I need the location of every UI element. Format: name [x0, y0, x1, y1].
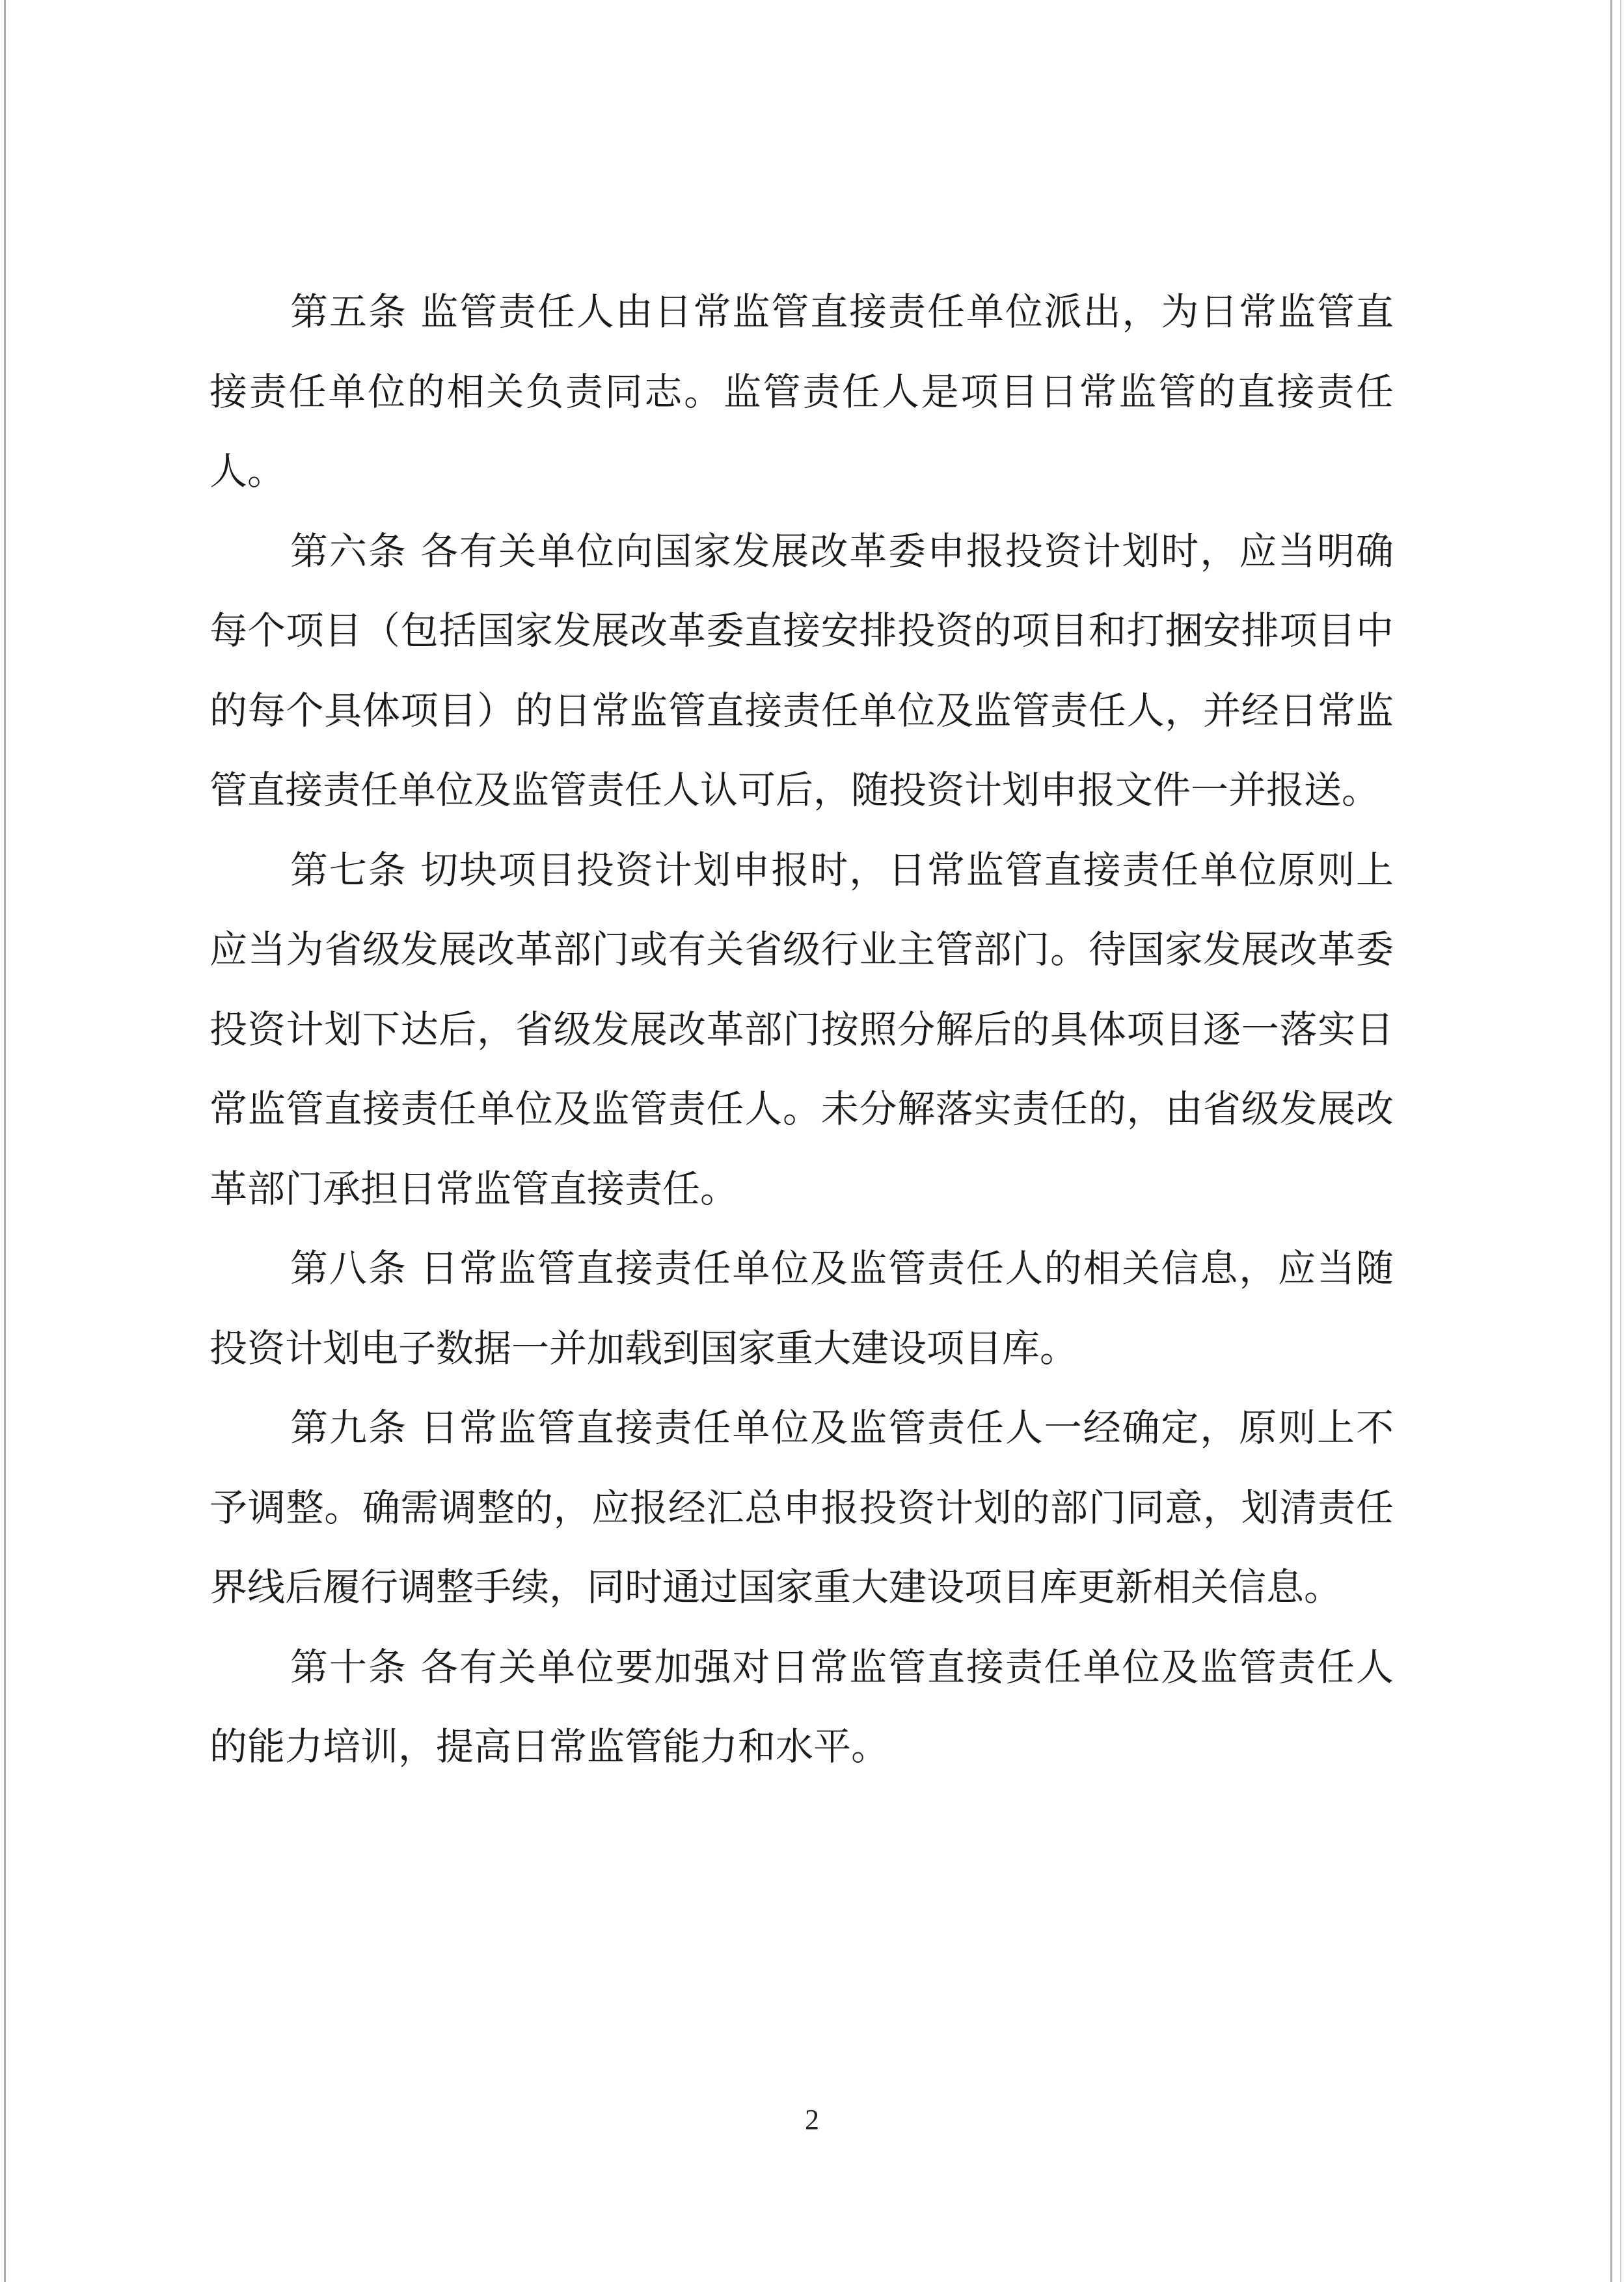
- scan-edge-right-outer: [1620, 0, 1621, 2282]
- article-5: 第五条 监管责任人由日常监管直接责任单位派出，为日常监管直接责任单位的相关负责同志。监管责任人是项目日常监管的直接责任人。: [210, 290, 1394, 493]
- scan-edge-left: [4, 0, 6, 2282]
- article-10: 第十条 各有关单位要加强对日常监管直接责任单位及监管责任人的能力培训，提高日常监管能力和水平。: [210, 1644, 1394, 1769]
- document-body: [210, 272, 1394, 1787]
- article-7: 第七条 切块项目投资计划申报时，日常监管直接责任单位原则上应当为省级发展改革部门或有关省级行业主管部门。待国家发展改革委投资计划下达后，省级发展改革部门按照分解后的具体项目逐一落实日常监管直接责任单位及监管责任人。未分解落实责任的，由省级发展改革部门承担日常监管直接责任。: [210, 847, 1394, 1211]
- article-9: 第九条 日常监管直接责任单位及监管责任人一经确定，原则上不予调整。确需调整的，应报经汇总申报投资计划的部门同意，划清责任界线后履行调整手续，同时通过国家重大建设项目库更新相关信息。: [210, 1406, 1394, 1609]
- scan-edge-right: [1610, 0, 1612, 2282]
- article-8: 第八条 日常监管直接责任单位及监管责任人的相关信息，应当随投资计划电子数据一并加载到国家重大建设项目库。: [210, 1246, 1394, 1370]
- page-number: 2: [805, 2104, 819, 2136]
- article-6: 第六条 各有关单位向国家发展改革委申报投资计划时，应当明确每个项目（包括国家发展改革委直接安排投资的项目和打捆安排项目中的每个具体项目）的日常监管直接责任单位及监管责任人，并经日常监管直接责任单位及监管责任人认可后，随投资计划申报文件一并报送。: [210, 528, 1394, 812]
